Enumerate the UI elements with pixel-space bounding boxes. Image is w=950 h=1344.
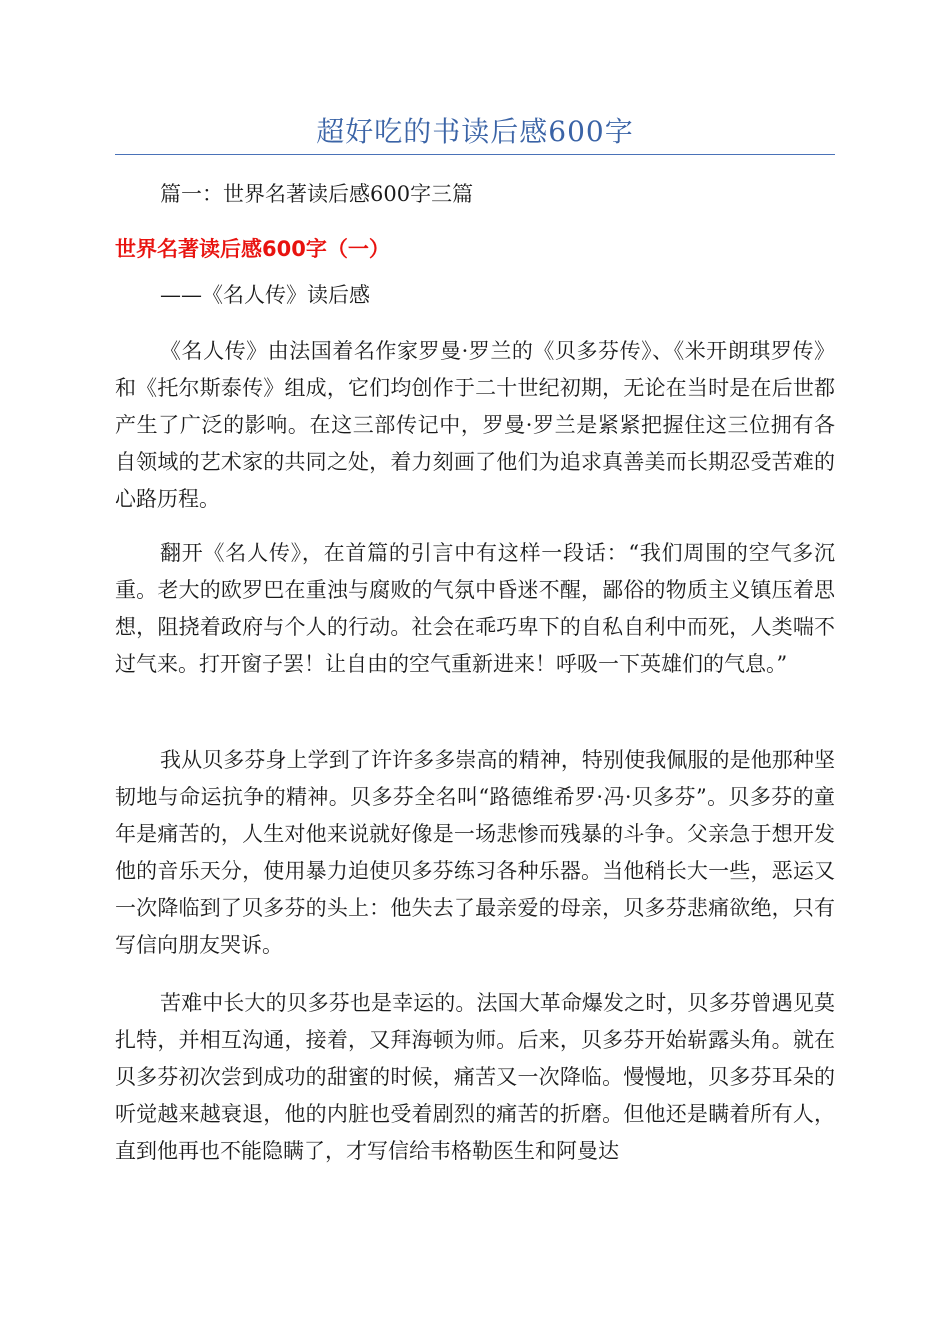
section-heading: 世界名著读后感600字（一） xyxy=(115,237,390,261)
body-paragraph: 苦难中长大的贝多芬也是幸运的。法国大革命爆发之时，贝多芬曾遇见莫扎特，并相互沟通，接着，又拜海顿为师。后来，贝多芬开始崭露头角。就在贝多芬初次尝到成功的甜蜜的时候，痛苦又一次降临。慢慢地，贝多芬耳朵的听觉越来越衰退，他的内脏也受着剧烈的痛苦的折磨。但他还是瞒着所有人，直到他再也不能隐瞒了，才写信给韦格勒医生和阿曼达 xyxy=(115,991,835,1163)
body-paragraph: 翻开《名人传》，在首篇的引言中有这样一段话：“我们周围的空气多沉重。老大的欧罗巴在重浊与腐败的气氛中昏迷不醒，鄙俗的物质主义镇压着思想，阻挠着政府与个人的行动。社会在乖巧卑下的自私自利中而死，人类喘不过气来。打开窗子罢！让自由的空气重新进来！呼吸一下英雄们的气息。” xyxy=(115,541,835,676)
body-paragraph: 《名人传》由法国着名作家罗曼·罗兰的《贝多芬传》、《米开朗琪罗传》和《托尔斯泰传》组成，它们均创作于二十世纪初期，无论在当时是在后世都产生了广泛的影响。在这三部传记中，罗曼·罗兰是紧紧把握住这三位拥有各自领域的艺术家的共同之处，着力刻画了他们为追求真善美而长期忍受苦难的心路历程。 xyxy=(115,339,835,511)
section-subtitle: ——《名人传》读后感 xyxy=(160,283,370,307)
body-paragraph: 我从贝多芬身上学到了许许多多崇高的精神，特别使我佩服的是他那种坚韧地与命运抗争的精神。贝多芬全名叫“路德维希罗·冯·贝多芬”。贝多芬的童年是痛苦的，人生对他来说就好像是一场悲惨而残暴的斗争。父亲急于想开发他的音乐天分，使用暴力迫使贝多芬练习各种乐器。当他稍长大一些，恶运又一次降临到了贝多芬的头上：他失去了最亲爱的母亲，贝多芬悲痛欲绝，只有写信向朋友哭诉。 xyxy=(115,748,835,957)
document-title: 超好吃的书读后感600字 xyxy=(316,115,634,148)
title-underline-divider xyxy=(115,154,835,155)
part-label: 篇一：世界名著读后感600字三篇 xyxy=(160,182,474,206)
